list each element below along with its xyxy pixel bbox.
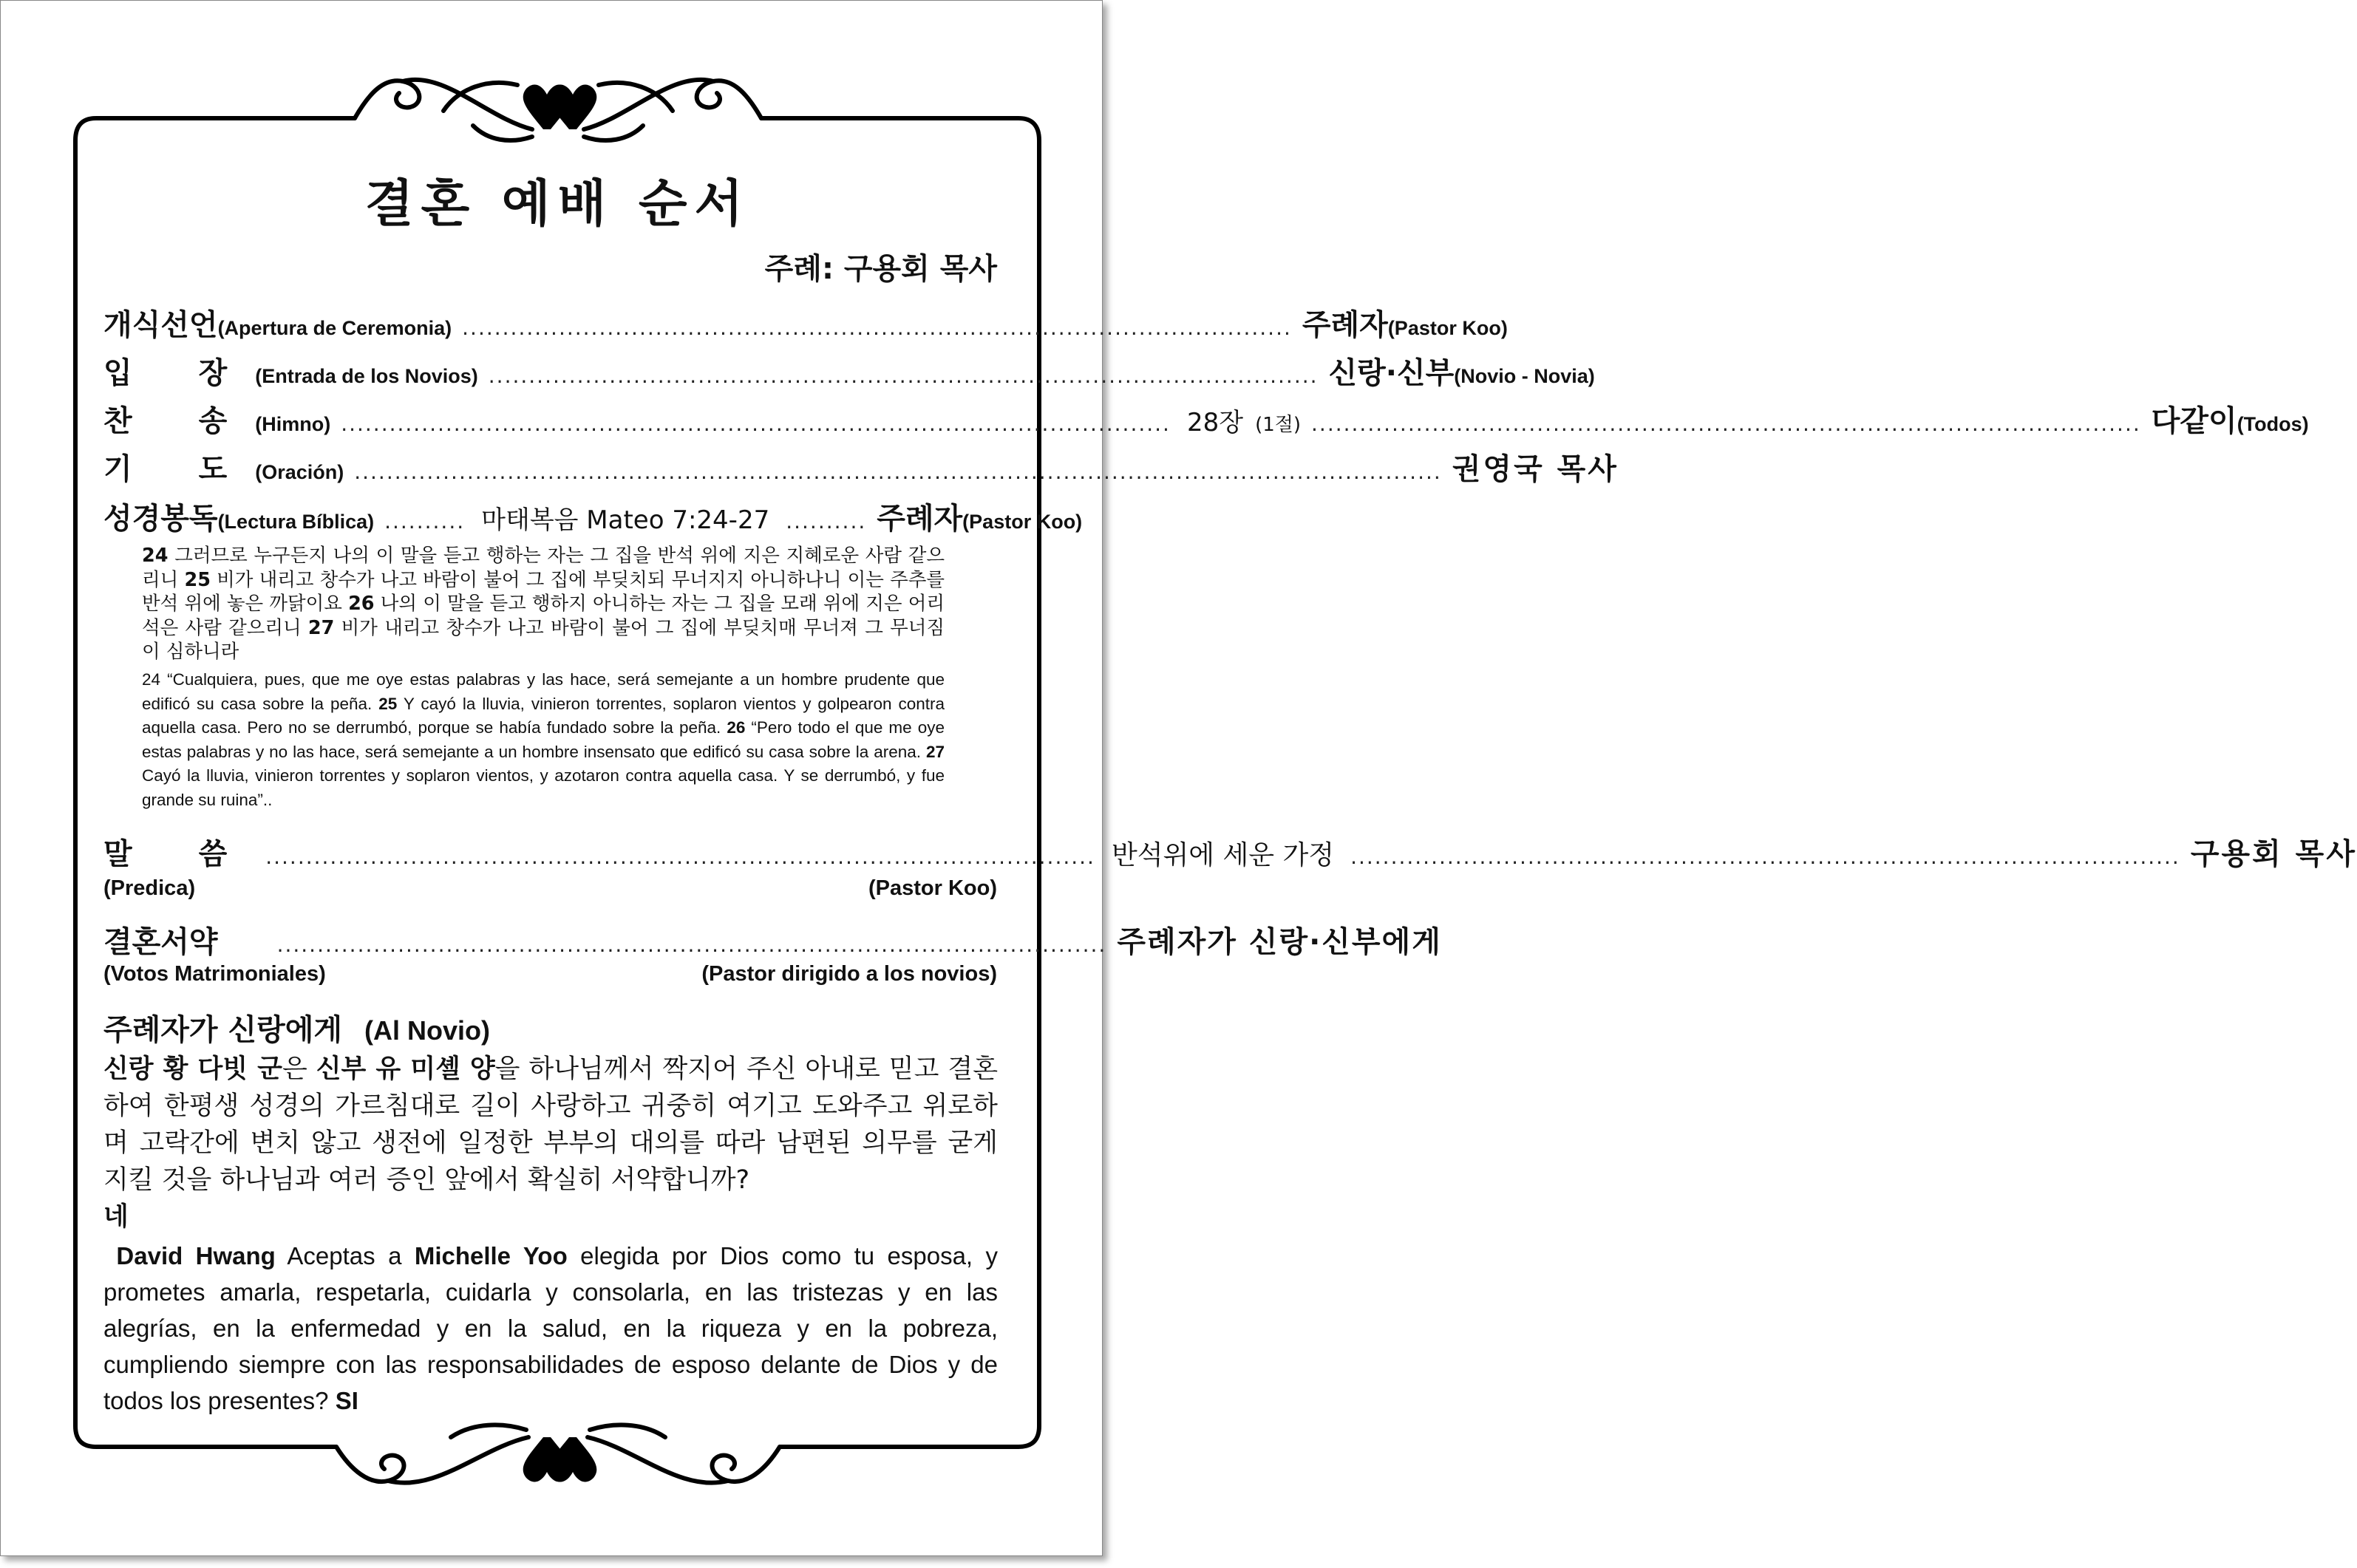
sermon-ko: 말 씀 bbox=[103, 837, 256, 871]
verse-text: 그러므로 누구든지 나의 이 말을 듣고 행하는 자는 그 집을 반석 위에 지은 지혜로운 사람 같으리니 bbox=[142, 545, 945, 591]
program-right-es: (Novio - Novia) bbox=[1454, 365, 1595, 387]
groom-name-ko: 신랑 황 다빗 군 bbox=[103, 1054, 282, 1084]
leader-dots: ....................................................................................................... bbox=[265, 845, 1095, 869]
leader-dots: ....................................................................................................... bbox=[1350, 845, 2180, 869]
to-groom-es: (Al Novio) bbox=[364, 1015, 491, 1046]
vow-spanish bbox=[103, 1238, 998, 1419]
verse-text: Cayó la lluvia, vinieron torrentes y soplaron vientos, y azotaron contra aquella casa. Y se derrumbó, y fue grande su ruina”.. bbox=[142, 766, 945, 809]
bride-name-ko: 신부 유 미셸 양 bbox=[316, 1054, 495, 1084]
to-groom-heading bbox=[103, 1006, 490, 1049]
leader-dots: ....................................................................................................... bbox=[462, 316, 1292, 340]
verse-number: 27 bbox=[307, 616, 335, 639]
program-es: (Oración) bbox=[255, 461, 344, 483]
vows-right: 주례자가 신랑·신부에게 bbox=[1117, 925, 1442, 959]
verse-text: “Pero todo el que me oye estas palabras y no las hace, será semejante a un hombre insensato que edificó su casa sobre la arena. bbox=[142, 718, 945, 761]
program-ko: 기 도 bbox=[103, 452, 256, 486]
program-ko: 찬 송 bbox=[103, 404, 256, 438]
verse-number: 26 bbox=[727, 718, 746, 737]
sermon-title: 반석위에 세운 가정 bbox=[1111, 840, 1335, 870]
leader-dots: .......... bbox=[384, 509, 466, 534]
leader-dots: .......... bbox=[786, 509, 867, 534]
program-row-vows bbox=[103, 918, 1442, 961]
verse-text: 비가 내리고 창수가 나고 바람이 불어 그 집에 부딪치매 무너져 그 무너짐이 심하니라 bbox=[142, 616, 945, 663]
answer-ko: 네 bbox=[103, 1202, 129, 1232]
vows-sub-left: (Votos Matrimoniales) bbox=[103, 962, 326, 986]
officiant-line: 주례: 구용회 목사 bbox=[764, 252, 997, 286]
vows-ko: 결혼서약 bbox=[103, 925, 218, 959]
program-es: (Lectura Bíblica) bbox=[217, 511, 375, 533]
program-right-es: (Pastor Koo) bbox=[962, 511, 1083, 533]
program-row-sermon bbox=[103, 831, 2357, 873]
program-right-es: (Todos) bbox=[2237, 413, 2309, 435]
program-right-ko: 주례자 bbox=[1302, 308, 1388, 342]
verse-number: 24 bbox=[142, 670, 161, 689]
sermon-sub-left: (Predica) bbox=[103, 876, 196, 900]
verse-text: Y cayó la lluvia, vinieron torrentes, soplaron vientos y golpearon contra aquella casa. Pero no se derrumbó, porque se había fundado sobre la peña. bbox=[142, 694, 945, 737]
verse-text: “Cualquiera, pues, que me oye estas palabras y las hace, será semejante a un hombre prudente que edificó su casa sobre la peña. bbox=[142, 670, 945, 713]
program-row-prayer bbox=[103, 446, 1619, 488]
hymn-verse: (1절) bbox=[1255, 414, 1302, 436]
program-ko: 성경봉독 bbox=[103, 502, 218, 536]
page-title: 결혼 예배 순서 bbox=[364, 175, 751, 234]
vow-korean bbox=[103, 1051, 998, 1235]
leader-dots: ....................................................................................................... bbox=[276, 933, 1107, 957]
groom-name-es: David Hwang bbox=[116, 1242, 276, 1269]
vows-sub-right: (Pastor dirigido a los novios) bbox=[701, 962, 997, 986]
heart-bottom-right-icon bbox=[549, 1437, 597, 1482]
scripture-reference: 마태복음 Mateo 7:24-27 bbox=[481, 505, 770, 535]
bride-name-es: Michelle Yoo bbox=[414, 1242, 568, 1269]
vow-text: elegida por Dios como tu esposa, y prometes amarla, respetarla, cuidarla y consolarla, en las tristezas y en las alegrías, en la enfermedad y en la salud, en la riqueza y en la pobreza, cumpliendo siempre con las responsabilidades de esposo delante de Dios y de todos los presentes? bbox=[103, 1242, 998, 1414]
verse-text: 비가 내리고 창수가 나고 바람이 불어 그 집에 부딪치되 무너지지 아니하나니 이는 주추를 반석 위에 놓은 까닭이요 bbox=[142, 568, 945, 615]
verse-number: 25 bbox=[184, 568, 211, 591]
scripture-spanish bbox=[142, 668, 945, 812]
program-right-ko: 다같이 bbox=[2151, 404, 2237, 438]
program-row-hymn bbox=[103, 398, 2309, 440]
program-es: (Himno) bbox=[255, 413, 331, 435]
program-right-ko: 주례자 bbox=[877, 502, 963, 536]
program-right-es: (Pastor Koo) bbox=[1387, 317, 1508, 339]
verse-number: 27 bbox=[925, 742, 945, 761]
program-row-entrance bbox=[103, 350, 1595, 392]
verse-number: 24 bbox=[142, 545, 169, 567]
sermon-sub-right: (Pastor Koo) bbox=[868, 876, 997, 900]
verse-number: 25 bbox=[378, 694, 398, 713]
vow-text: 을 하나님께서 짝지어 주신 아내로 믿고 결혼하여 한평생 성경의 가르침대로 길이 사랑하고 귀중히 여기고 도와주고 위로하며 고락간에 변치 않고 생전에 일정한 부부의 대의를 따라 남편된 의무를 굳게 지킬 것을 하나님과 여러 증인 앞에서 확실히 서약합니까? bbox=[103, 1054, 999, 1195]
leader-dots: ....................................................................................................................................... bbox=[354, 460, 1442, 484]
sermon-preacher: 구용회 목사 bbox=[2190, 837, 2357, 871]
to-groom-ko: 주례자가 신랑에게 bbox=[103, 1013, 343, 1047]
verse-text: 나의 이 말을 듣고 행하지 아니하는 자는 그 집을 모래 위에 지은 어리석은 사람 같으리니 bbox=[142, 593, 945, 639]
program-right-ko: 신랑·신부 bbox=[1328, 356, 1455, 390]
vow-text: 은 bbox=[282, 1054, 316, 1084]
program-ko: 입 장 bbox=[103, 356, 256, 390]
program-row-scripture bbox=[103, 495, 1083, 537]
program-es: (Entrada de los Novios) bbox=[255, 365, 478, 387]
leader-dots: ....................................................................................................... bbox=[1311, 412, 2141, 436]
vow-text: Aceptas a bbox=[275, 1242, 415, 1269]
program-ko: 개식선언 bbox=[103, 308, 218, 342]
answer-es: SI bbox=[335, 1387, 358, 1414]
leader-dots: ....................................................................................................... bbox=[341, 412, 1171, 436]
hymn-number: 28장 bbox=[1186, 408, 1244, 437]
program-right-ko: 권영국 목사 bbox=[1452, 452, 1619, 486]
program-row-opening bbox=[103, 301, 1508, 344]
program-es: (Apertura de Ceremonia) bbox=[217, 317, 452, 339]
scripture-korean bbox=[142, 544, 945, 664]
verse-number: 26 bbox=[348, 593, 375, 615]
heart-top-right-icon bbox=[549, 85, 597, 129]
leader-dots: ....................................................................................................... bbox=[488, 364, 1319, 388]
